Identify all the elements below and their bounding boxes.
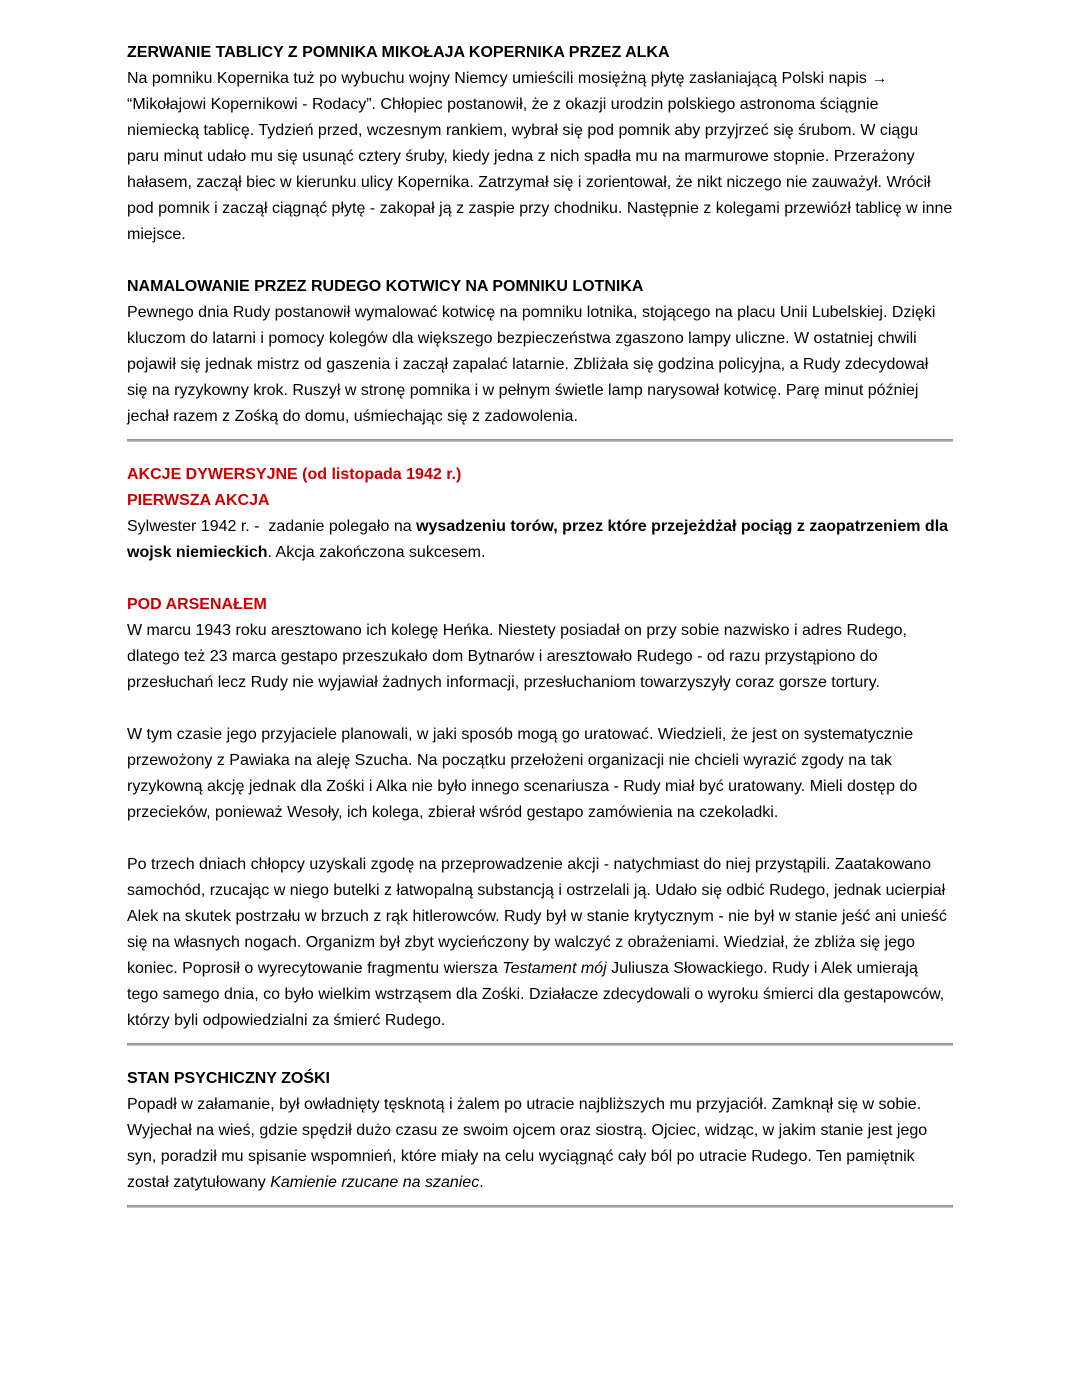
section-heading: NAMALOWANIE PRZEZ RUDEGO KOTWICY NA POMNIKU LOTNIKA (127, 278, 644, 295)
horizontal-rule (127, 1205, 953, 1208)
horizontal-rule (127, 1043, 953, 1046)
text-segment: Po trzech dniach chłopcy uzyskali zgodę na przeprowadzenie akcji - natychmiast do niej przystąpili. Zaatakowano samochód, rzucając w niego butelki z łatwopalną substancją i ostrzelali ją. Udało się odbić Rudego, jednak ucierpiał Alek na skutek postrzału w brzuch z rąk hitlerowców. Rudy był w stanie krytycznym - nie był w stanie jeść ani unieść się na własnych nogach. Organizm był zbyt wycieńczony by walczyć z obrażeniami. Wiedział, że zbliża się jego koniec. Poprosił o wyrecytowanie fragmentu wiersza (127, 856, 952, 977)
section-heading: PIERWSZA AKCJA (127, 492, 270, 509)
text-segment: W tym czasie jego przyjaciele planowali, w jaki sposób mogą go uratować. Wiedzieli, że jest on systematycznie przewożony z Pawiaka na aleję Szucha. Na początku przełożeni organizacji nie chcieli wyrazić zgody na tak ryzykowną akcję jednak dla Zośki i Alka nie było innego scenariusza - Rudy miał być uratowany. Mieli dostęp do przecieków, ponieważ Wesoły, ich kolega, zbierał wśród gestapo zamówienia na czekoladki. (127, 726, 922, 821)
text-segment: Pewnego dnia Rudy postanowił wymalować kotwicę na pomniku lotnika, stojącego na placu Unii Lubelskiej. Dzięki kluczom do latarni i pomocy kolegów dla większego bezpieczeństwa zgaszono lampy uliczne. W ostatniej chwili pojawił się jednak mistrz od gaszenia i zaczął zapalać latarnie. Zbliżała się godzina policyjna, a Rudy zdecydował się na ryzykowny krok. Ruszył w stronę pomnika i w pełnym świetle lamp narysował kotwicę. Parę minut później jechał razem z Zośką do domu, uśmiechając się z zadowolenia. (127, 304, 940, 425)
blank-line (127, 696, 953, 722)
section-heading: STAN PSYCHICZNY ZOŚKI (127, 1070, 330, 1087)
text-segment: . (479, 1174, 484, 1191)
section-heading: ZERWANIE TABLICY Z POMNIKA MIKOŁAJA KOPERNIKA PRZEZ ALKA (127, 44, 670, 61)
paragraph (127, 618, 953, 696)
text-segment: wysadzeniu torów, przez które przejeżdżał pociąg z zaopatrzeniem dla wojsk niemieckich (127, 518, 953, 561)
horizontal-rule (127, 439, 953, 442)
blank-line (127, 826, 953, 852)
text-segment: Popadł w załamanie, był owładnięty tęsknotą i żalem po utracie najbliższych mu przyjaciół. Zamknął się w sobie. Wyjechał na wieś, gdzie spędził dużo czasu ze swoim ojcem oraz siostrą. Ojciec, widząc, w jakim stanie jest jego syn, poradził mu spisanie wspomnień, które miały na celu wyciągnąć cały ból po utracie Rudego. Ten pamiętnik został zatytułowany (127, 1096, 932, 1191)
text-segment: Kamienie rzucane na szaniec (270, 1174, 480, 1191)
paragraph (127, 66, 957, 248)
paragraph (127, 514, 953, 566)
blank-line (127, 566, 953, 592)
text-segment: Juliusza Słowackiego. Rudy i Alek umierają tego samego dnia, co było wielkim wstrząsem dla Zośki. Działacze zdecydowali o wyroku śmierci dla gestapowców, którzy byli odpowiedzialni za śmierć Rudego. (127, 960, 949, 1029)
text-segment: Na pomniku Kopernika tuż po wybuchu wojny Niemcy umieścili mosiężną płytę zasłaniającą Polski napis → “Mikołajowi Kopernikowi - Rodacy”. Chłopiec postanowił, że z okazji urodzin polskiego astronoma ściągnie niemiecką tablicę. Tydzień przed, wczesnym rankiem, wybrał się pod pomnik aby przyjrzeć się śrubom. W ciągu paru minut udało mu się usunąć cztery śruby, kiedy jedna z nich spadła mu na marmurowe stopnie. Przerażony hałasem, zaczął biec w kierunku ulicy Kopernika. Zatrzymał się i zorientował, że nikt niczego nie zauważył. Wrócił pod pomnik i zaczął ciągnąć płytę - zakopał ją z zaspie przy chodniku. Następnie z kolegami przewiózł tablicę w inne miejsce. (127, 70, 957, 243)
section-heading: AKCJE DYWERSYJNE (od listopada 1942 r.) (127, 466, 462, 483)
text-segment: Sylwester 1942 r. - zadanie polegało na (127, 518, 417, 535)
text-segment: . Akcja zakończona sukcesem. (267, 544, 486, 561)
blank-line (127, 248, 953, 274)
text-segment: Testament mój (502, 960, 607, 977)
paragraph (127, 300, 953, 430)
text-segment: W marcu 1943 roku aresztowano ich kolegę Heńka. Niestety posiadał on przy sobie nazwisko i adres Rudego, dlatego też 23 marca gestapo przeszukało dom Bytnarów i aresztowało Rudego - od razu przystąpiono do przesłuchań lecz Rudy nie wyjawiał żadnych informacji, przesłuchaniom towarzyszyły coraz gorsze tortury. (127, 622, 912, 691)
paragraph (127, 1092, 953, 1196)
paragraph (127, 852, 953, 1034)
section-heading: POD ARSENAŁEM (127, 596, 267, 613)
paragraph (127, 722, 953, 826)
